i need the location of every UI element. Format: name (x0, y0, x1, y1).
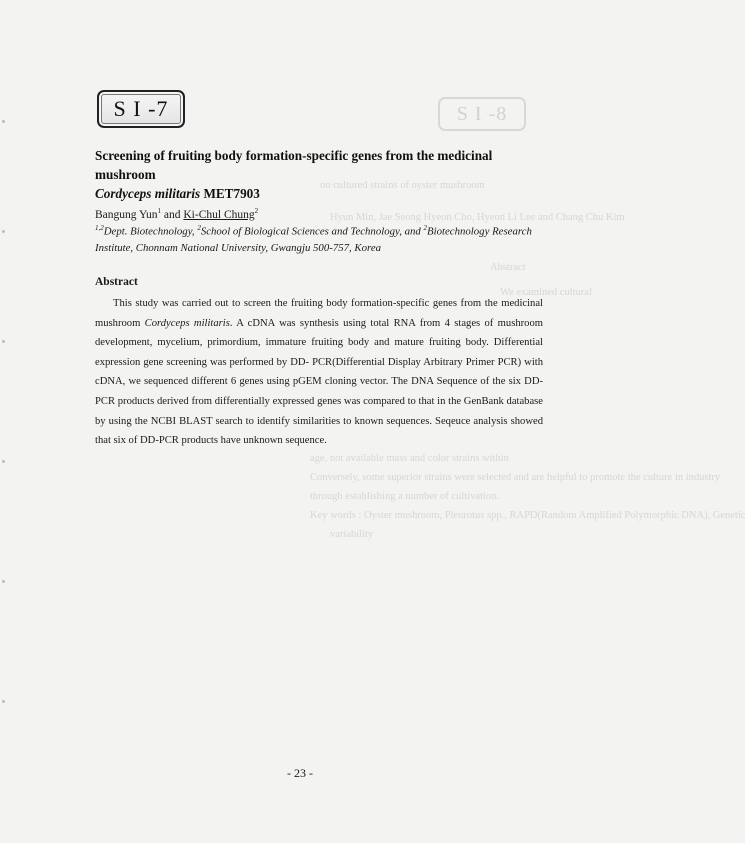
title-species: Cordyceps militaris (95, 186, 201, 201)
title-line: Screening of fruiting body formation-specific genes from the medicinal mushroom (95, 148, 493, 182)
author-name: Bangung Yun (95, 208, 158, 221)
bleed-through-line: age, not available mass and color strains within (310, 453, 509, 464)
abstract-species: Cordyceps militaris (144, 317, 230, 329)
bleed-through-line: through establishing a number of cultivation. (310, 491, 499, 502)
affil-sup: 1,2 (95, 224, 104, 232)
affil-sup: 2 (423, 224, 428, 232)
page-number: - 23 - (287, 766, 313, 780)
bleed-through-line: We examined cultural (500, 287, 592, 298)
author-name: Ki-Chul Chung (183, 208, 255, 221)
paper-title (95, 146, 545, 203)
abstract-body (95, 294, 543, 451)
author-sup: 2 (254, 207, 259, 215)
author-sup: 1 (157, 207, 162, 215)
session-badge: S I -7 (97, 90, 185, 128)
binding-hole (2, 580, 5, 583)
title-strain: MET7903 (200, 186, 260, 201)
bleed-through-line: variability (330, 529, 374, 540)
bleed-through-line: Abstract (490, 262, 526, 273)
abstract-text: . A cDNA was synthesis using total RNA from 4 stages of mushroom development, mycelium, primordium, immature fruiting body and mature fruiting body. Differential expression gene screening was performed by DD- PCR(Differential Display Arbitrary Primer PCR) with cDNA, we sequenced different 6 genes using pGEM cloning vector. The DNA Sequence of the six DD-PCR products derived from differentially expressed genes was compared to that in the GenBank database by using the NCBI BLAST search to identify similarities to known sequences. Seqeuce analysis showed that six of DD-PCR products have unknown sequence. (95, 317, 543, 447)
abstract-heading: Abstract (95, 276, 138, 288)
bleed-through-badge: S I -8 (438, 97, 526, 131)
affil-sup: 2 (197, 224, 201, 232)
bleed-through-line: on cultured strains of oyster mushroom (320, 180, 485, 191)
binding-hole (2, 230, 5, 233)
bleed-through-line: Key words : Oyster mushroom, Pleurotus spp., RAPD(Random Amplified Polymorphic DNA), Genetic (310, 510, 745, 521)
binding-hole (2, 120, 5, 123)
affil-text: Biotechnology Research Institute, Chonnam National University, Gwangju 500-757, Korea (95, 225, 532, 254)
affil-text: School of Biological Sciences and Technology, and (200, 225, 424, 238)
bleed-through-line: Conversely, some superior strains were selected and are helpful to promote the culture in industry (310, 472, 721, 483)
abstract-text: This study was carried out to screen the fruiting body formation-specific genes from the medicinal mushroom (95, 298, 543, 329)
affiliation (95, 220, 545, 256)
affil-text: Dept. Biotechnology, (103, 225, 198, 238)
binding-hole (2, 460, 5, 463)
binding-hole (2, 340, 5, 343)
author-conjunction: and (161, 208, 184, 221)
binding-hole (2, 700, 5, 703)
bleed-through-line: Hyun Min, Jae Seong Hyeon Cho, Hyeon Li Lee and Chang Chu Kim (330, 212, 625, 223)
